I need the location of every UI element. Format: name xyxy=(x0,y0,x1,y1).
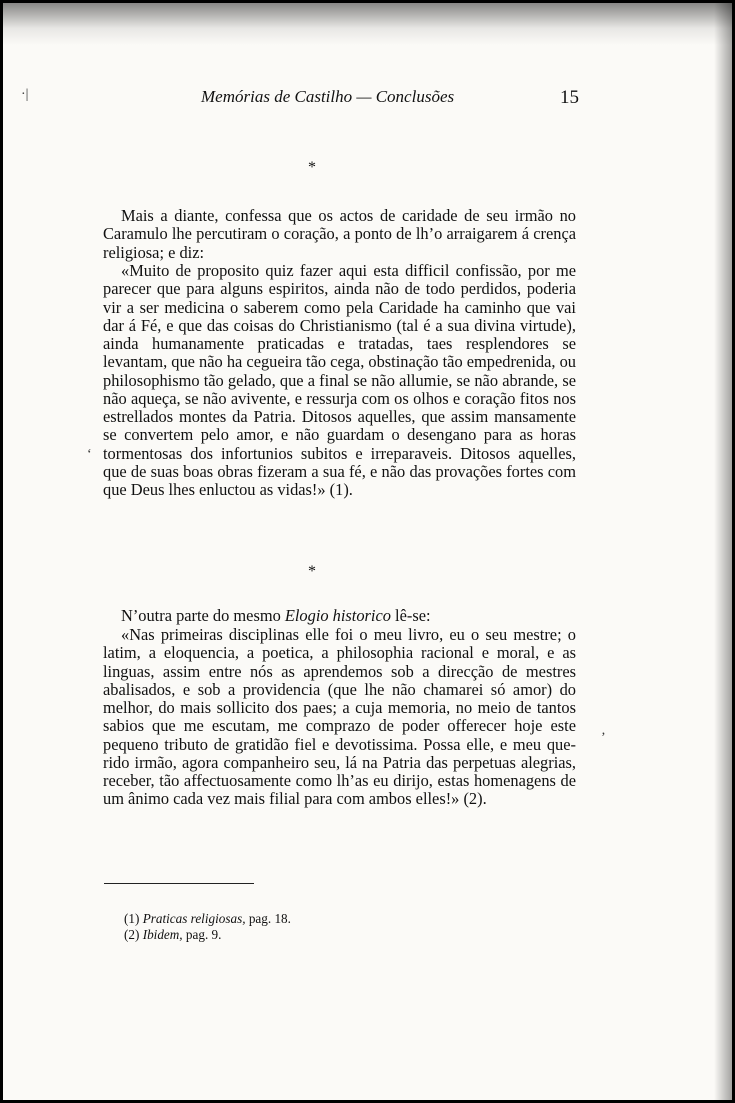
footnote-title: Ibidem, xyxy=(142,927,183,942)
footnote-number: (1) xyxy=(124,911,140,926)
running-title: Memórias de Castilho — Conclusões xyxy=(201,87,455,106)
running-header xyxy=(201,87,579,107)
footnote xyxy=(124,927,221,943)
footnote-ref: pag. 18. xyxy=(245,911,291,926)
section-separator: * xyxy=(308,159,316,176)
margin-mark: ‘ xyxy=(87,447,92,462)
paragraph-text: lê-se: xyxy=(390,606,431,625)
page-number: 15 xyxy=(560,87,579,108)
work-title: Elogio historico xyxy=(284,606,391,625)
footnote-ref: pag. 9. xyxy=(182,927,222,942)
block-quote: «Nas primeiras disciplinas elle foi o meu livro, eu o seu mestre; o latim, a eloquencia, a poetica, a philosophia racional e moral, e as linguas, assim entre nós as aprendemos sob a direcção de mestres abalisados, e sob a providencia (que lhe não chamarei só amor) do melhor, do mais sollicito dos paes; a cuja memoria, no meio de tantos sabios que me escutam, me comprazo de poder offerecer hoje este pequeno tributo de gratidão fiel e devotissima. Possa elle, e meu querido irmão, agora companheiro seu, lá na Patria das perpetuas alegrias, receber, tão affectuosamente como lh’as eu dirijo, estas homenagens de um ânimo cada vez mais filial para com ambos elles!» (2). xyxy=(103,625,576,809)
paragraph-text: N’outra parte do mesmo xyxy=(121,606,285,625)
footnote-number: (2) xyxy=(124,927,140,942)
body-paragraph: Mais a diante, confessa que os actos de caridade de seu irmão no Caramulo lhe percutiram o coração, a ponto de lh’o arraigarem á crença religiosa; e diz: xyxy=(103,206,576,262)
footnote-title: Praticas religiosas, xyxy=(142,911,246,926)
footnote-rule xyxy=(104,883,254,884)
footnote xyxy=(124,911,291,927)
block-quote: «Muito de proposito quiz fazer aqui esta difficil confissão, por me parecer que para alguns espiritos, ainda não de todo perdidos, poderia vir a ser medicina o saberem como pela Caridade ha caminho que vai dar á Fé, e que das coisas do Christianismo (tal é a sua divina virtude), ainda humanamente praticadas e tratadas, taes resplendores se levantam, que não ha cegueira tão cega, obstinação tão empedrenida, ou philosophismo tão gelado, que a final se não allumie, se não abrande, se não aqueça, se não avivente, e ressurja com os olhos e coração fitos nos estrellados montes da Patria. Ditosos aquelles, que assim mansamente se convertem pelo amor, e não guardam o desengano para as horas tormentosas dos infortunios subitos e irreparaveis. Ditosos aquelles, que de suas boas obras fizeram a sua fé, e não das provações fortes com que Deus lhes enluctou as vidas!» (1). xyxy=(103,261,576,499)
margin-mark: ‚ xyxy=(601,723,606,738)
body-paragraph xyxy=(103,607,576,625)
margin-mark: ·| xyxy=(21,87,29,102)
section-separator: * xyxy=(308,563,316,580)
